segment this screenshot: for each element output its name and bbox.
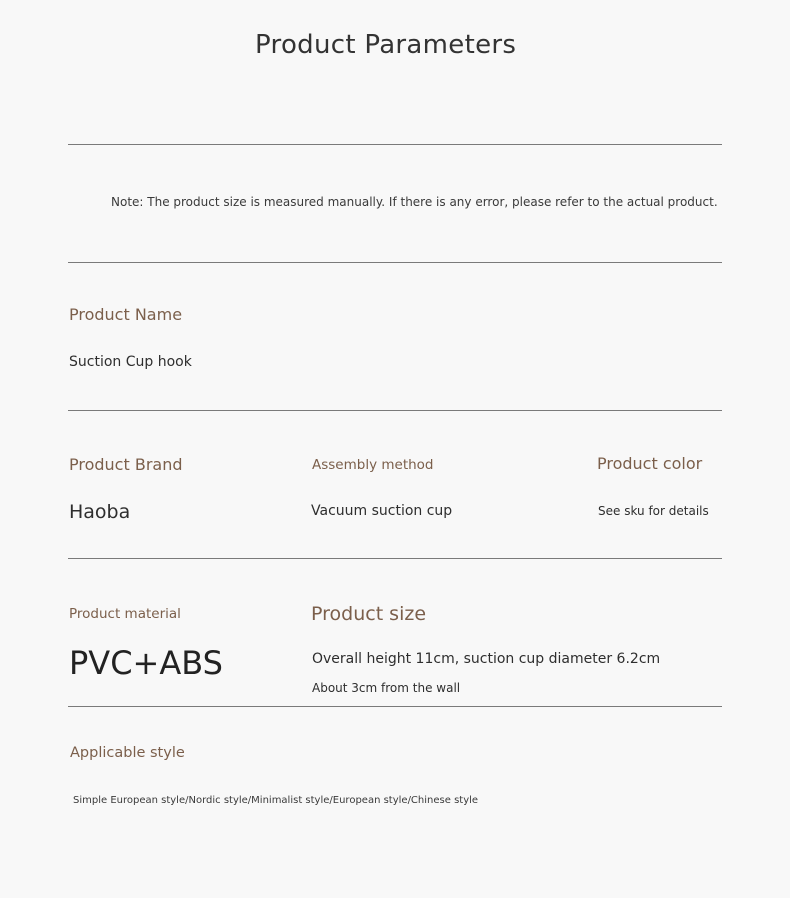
product-brand-value: Haoba	[69, 501, 131, 523]
assembly-method-value: Vacuum suction cup	[311, 503, 453, 519]
divider-material	[68, 706, 722, 707]
product-material-value: PVC+ABS	[69, 644, 223, 682]
page-title: Product Parameters	[255, 30, 517, 60]
applicable-style-value: Simple European style/Nordic style/Minimalist style/European style/Chinese style	[73, 795, 479, 806]
divider-note	[68, 262, 722, 263]
product-size-value-line2: About 3cm from the wall	[312, 681, 461, 695]
product-size-value-line1: Overall height 11cm, suction cup diameter 6.2cm	[312, 651, 661, 667]
product-name-label: Product Name	[69, 305, 183, 324]
product-size-label: Product size	[311, 603, 427, 625]
product-name-value: Suction Cup hook	[69, 354, 192, 370]
product-color-label: Product color	[597, 454, 703, 473]
product-brand-label: Product Brand	[69, 455, 183, 474]
assembly-method-label: Assembly method	[312, 457, 434, 473]
divider-name	[68, 410, 722, 411]
divider-brand	[68, 558, 722, 559]
product-color-value: See sku for details	[598, 504, 709, 518]
size-note: Note: The product size is measured manually. If there is any error, please refer to the actual product.	[111, 195, 718, 209]
applicable-style-label: Applicable style	[70, 745, 185, 761]
product-material-label: Product material	[69, 606, 181, 622]
divider-top	[68, 144, 722, 145]
